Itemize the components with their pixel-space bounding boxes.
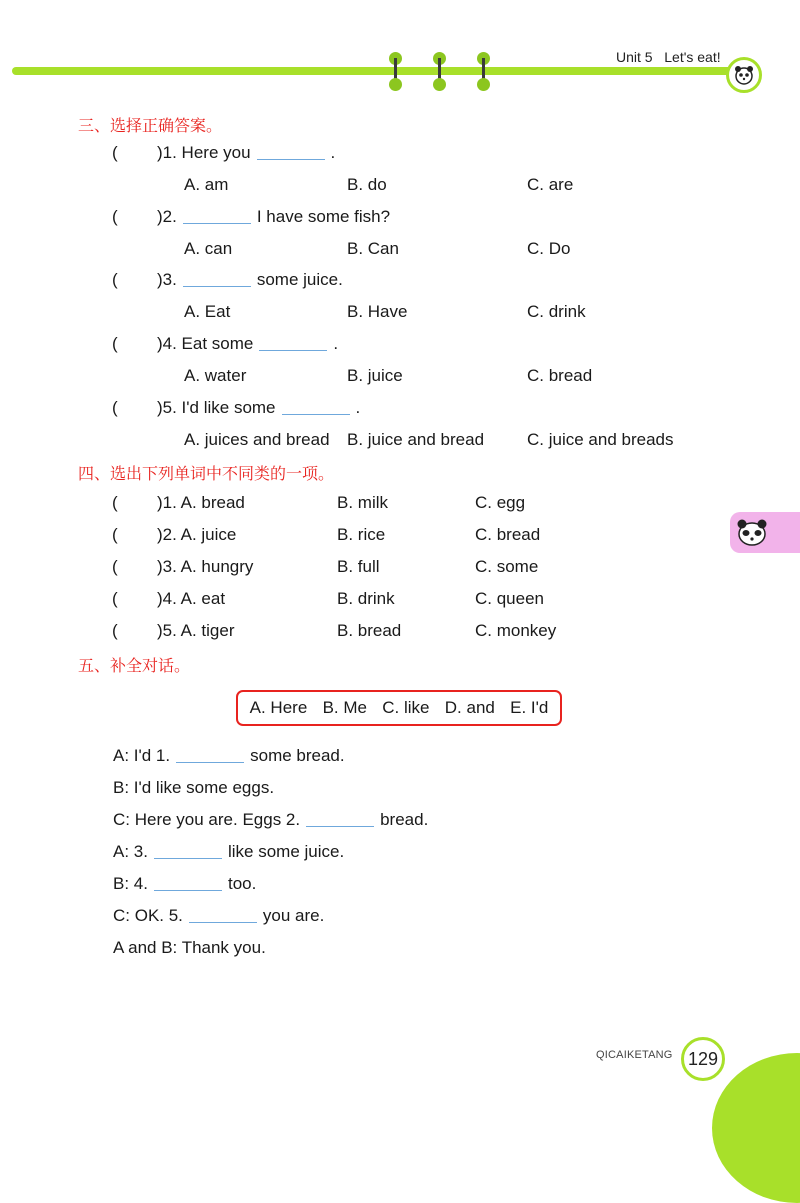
answer-blank[interactable]	[154, 844, 222, 859]
option-b: B. Can	[347, 239, 399, 258]
answer-paren[interactable]: (	[112, 525, 118, 544]
dialogue-line: C: OK. 5. you are.	[113, 906, 325, 925]
answer-paren[interactable]: (	[112, 557, 118, 576]
side-tab	[730, 512, 800, 553]
option-a: A. am	[184, 175, 229, 194]
dialogue-line: C: Here you are. Eggs 2. bread.	[113, 810, 429, 829]
word-bank-item: B. Me	[322, 698, 367, 717]
answer-blank[interactable]	[257, 145, 325, 160]
question-text: )5. I'd like some .	[157, 398, 361, 417]
answer-blank[interactable]	[176, 748, 244, 763]
dialogue-line: B: I'd like some eggs.	[113, 778, 275, 797]
option-b: B. drink	[337, 589, 395, 608]
question-text: )1. Here you .	[157, 143, 336, 162]
section-3-title: 三、选择正确答案。	[78, 116, 223, 135]
answer-paren[interactable]: (	[112, 589, 118, 608]
option-c: C. monkey	[475, 621, 557, 640]
word-bank-item: A. Here	[249, 698, 308, 717]
answer-blank[interactable]	[154, 876, 222, 891]
question-text: )4. Eat some .	[157, 334, 339, 353]
answer-paren[interactable]: (	[112, 621, 118, 640]
option-b: B. full	[337, 557, 380, 576]
answer-paren: (	[112, 334, 118, 353]
option-a: )5. A. tiger	[157, 621, 235, 640]
word-bank-item: C. like	[382, 698, 430, 717]
option-c: C. bread	[527, 366, 593, 385]
option-c: C. bread	[475, 525, 541, 544]
option-b: B. milk	[337, 493, 388, 512]
dialogue-line: B: 4. too.	[113, 874, 257, 893]
option-a: )2. A. juice	[157, 525, 237, 544]
binder-pin-icon	[392, 52, 399, 88]
option-c: C. juice and breads	[527, 430, 674, 449]
word-bank	[236, 690, 562, 726]
option-b: B. do	[347, 175, 387, 194]
answer-paren[interactable]: (	[112, 493, 118, 512]
word-bank-item: D. and	[444, 698, 495, 717]
option-a: A. Eat	[184, 302, 231, 321]
unit-title: Unit 5 Let's eat!	[616, 49, 721, 65]
option-a: A. can	[184, 239, 233, 258]
answer-blank[interactable]	[183, 209, 251, 224]
publisher-label: QICAIKETANG	[596, 1049, 673, 1061]
page-number: 129	[681, 1037, 725, 1081]
header-bar	[12, 67, 732, 75]
option-b: B. rice	[337, 525, 386, 544]
answer-paren: (	[112, 207, 118, 226]
option-a: )3. A. hungry	[157, 557, 254, 576]
option-c: C. are	[527, 175, 574, 194]
answer-blank[interactable]	[189, 908, 257, 923]
answer-paren: (	[112, 270, 118, 289]
answer-paren: (	[112, 398, 118, 417]
word-bank-item: E. I'd	[510, 698, 549, 717]
option-c: C. some	[475, 557, 539, 576]
answer-blank[interactable]	[183, 272, 251, 287]
section-5-title: 五、补全对话。	[78, 656, 191, 675]
question-text: )3. some juice.	[157, 270, 343, 289]
option-b: B. juice	[347, 366, 403, 385]
dialogue-line: A: 3. like some juice.	[113, 842, 345, 861]
option-c: C. drink	[527, 302, 586, 321]
option-b: B. bread	[337, 621, 402, 640]
option-a: A. water	[184, 366, 247, 385]
option-c: C. egg	[475, 493, 526, 512]
dialogue-line: A and B: Thank you.	[113, 938, 266, 957]
answer-blank[interactable]	[306, 812, 374, 827]
section-4-title: 四、选出下列单词中不同类的一项。	[78, 464, 335, 483]
corner-decoration	[712, 1053, 800, 1203]
binder-pin-icon	[436, 52, 443, 88]
dialogue-line: A: I'd 1. some bread.	[113, 746, 345, 765]
option-a: A. juices and bread	[184, 430, 330, 449]
answer-paren: (	[112, 143, 118, 162]
option-a: )4. A. eat	[157, 589, 226, 608]
option-a: )1. A. bread	[157, 493, 245, 512]
panda-mascot-icon	[726, 57, 762, 93]
question-text: )2. I have some fish?	[157, 207, 391, 226]
binder-pin-icon	[480, 52, 487, 88]
option-c: C. Do	[527, 239, 571, 258]
panda-icon	[734, 516, 774, 550]
answer-blank[interactable]	[259, 336, 327, 351]
answer-blank[interactable]	[282, 400, 350, 415]
option-b: B. Have	[347, 302, 408, 321]
option-c: C. queen	[475, 589, 544, 608]
option-b: B. juice and bread	[347, 430, 485, 449]
